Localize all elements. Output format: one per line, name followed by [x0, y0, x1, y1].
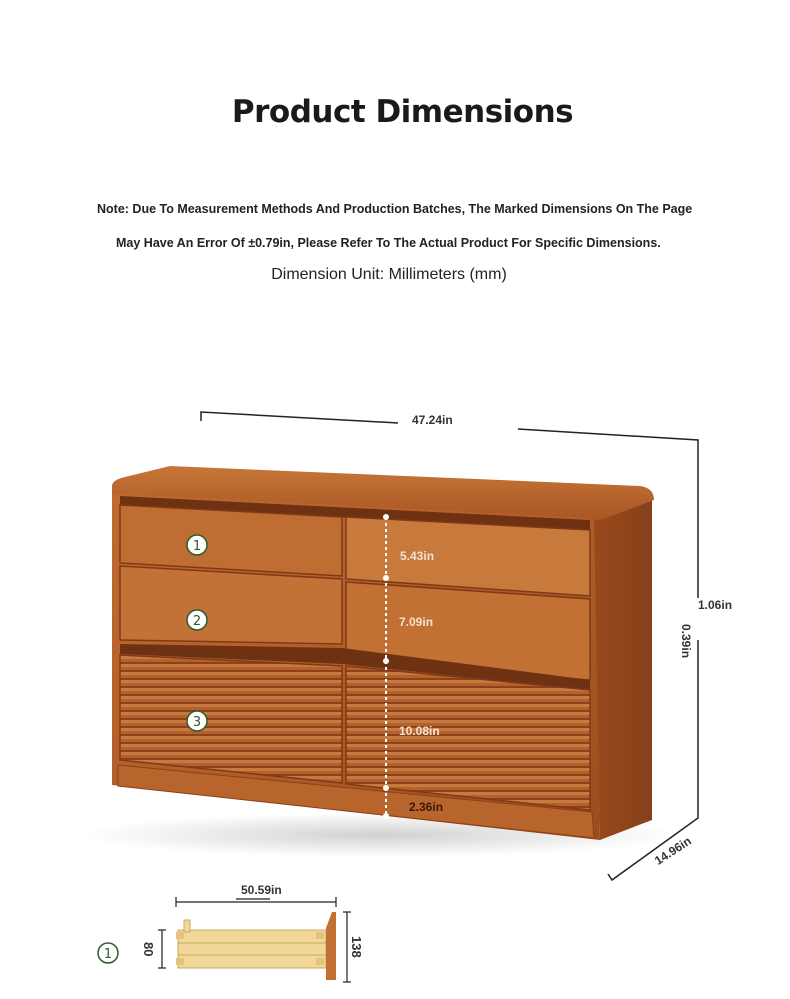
side-top-label: 0.39in — [679, 624, 693, 659]
measure-point — [383, 575, 389, 581]
measure-point — [383, 785, 389, 791]
note-line-2: May Have An Error Of ±0.79in, Please Refer To The Actual Product For Specific Dimensions. — [116, 236, 661, 250]
drawer-3-left[interactable] — [120, 655, 342, 783]
drawer-2-left[interactable] — [120, 566, 342, 644]
note-line-1: Note: Due To Measurement Methods And Production Batches, The Marked Dimensions On The Page — [97, 202, 693, 216]
detail-height-right-label: 138 — [349, 936, 364, 958]
dresser-illustration — [0, 390, 790, 999]
svg-text:3: 3 — [192, 715, 202, 730]
drawer-3-right[interactable] — [346, 666, 590, 810]
measure-point — [383, 514, 389, 520]
drawer-badge-3 — [187, 711, 207, 731]
drawer-box-illustration — [176, 912, 336, 980]
width-dimension-line — [201, 412, 398, 423]
drawer-large-label: 10.08in — [399, 724, 440, 738]
svg-text:1: 1 — [103, 947, 113, 962]
base-label: 2.36in — [409, 800, 444, 814]
measure-point — [383, 813, 389, 819]
detail-badge — [98, 943, 118, 963]
drawer-1-left[interactable] — [120, 505, 342, 576]
svg-text:2: 2 — [192, 614, 202, 629]
drawer-small-label: 5.43in — [400, 549, 435, 563]
dimension-unit: Dimension Unit: Millimeters (mm) — [271, 266, 507, 283]
width-label: 47.24in — [412, 413, 453, 427]
page-title: Product Dimensions — [231, 94, 574, 130]
drawer-badge-1 — [187, 535, 207, 555]
depth-label: 14.96in — [652, 833, 694, 868]
height-label: 1.06in — [698, 598, 733, 612]
svg-text:1: 1 — [192, 539, 202, 554]
drawer-badge-2 — [187, 610, 207, 630]
drawer-mid-label: 7.09in — [399, 615, 434, 629]
detail-length-label: 50.59in — [241, 883, 282, 897]
dresser-side — [592, 492, 652, 840]
measure-point — [383, 658, 389, 664]
detail-height-left-label: 80 — [141, 942, 156, 957]
